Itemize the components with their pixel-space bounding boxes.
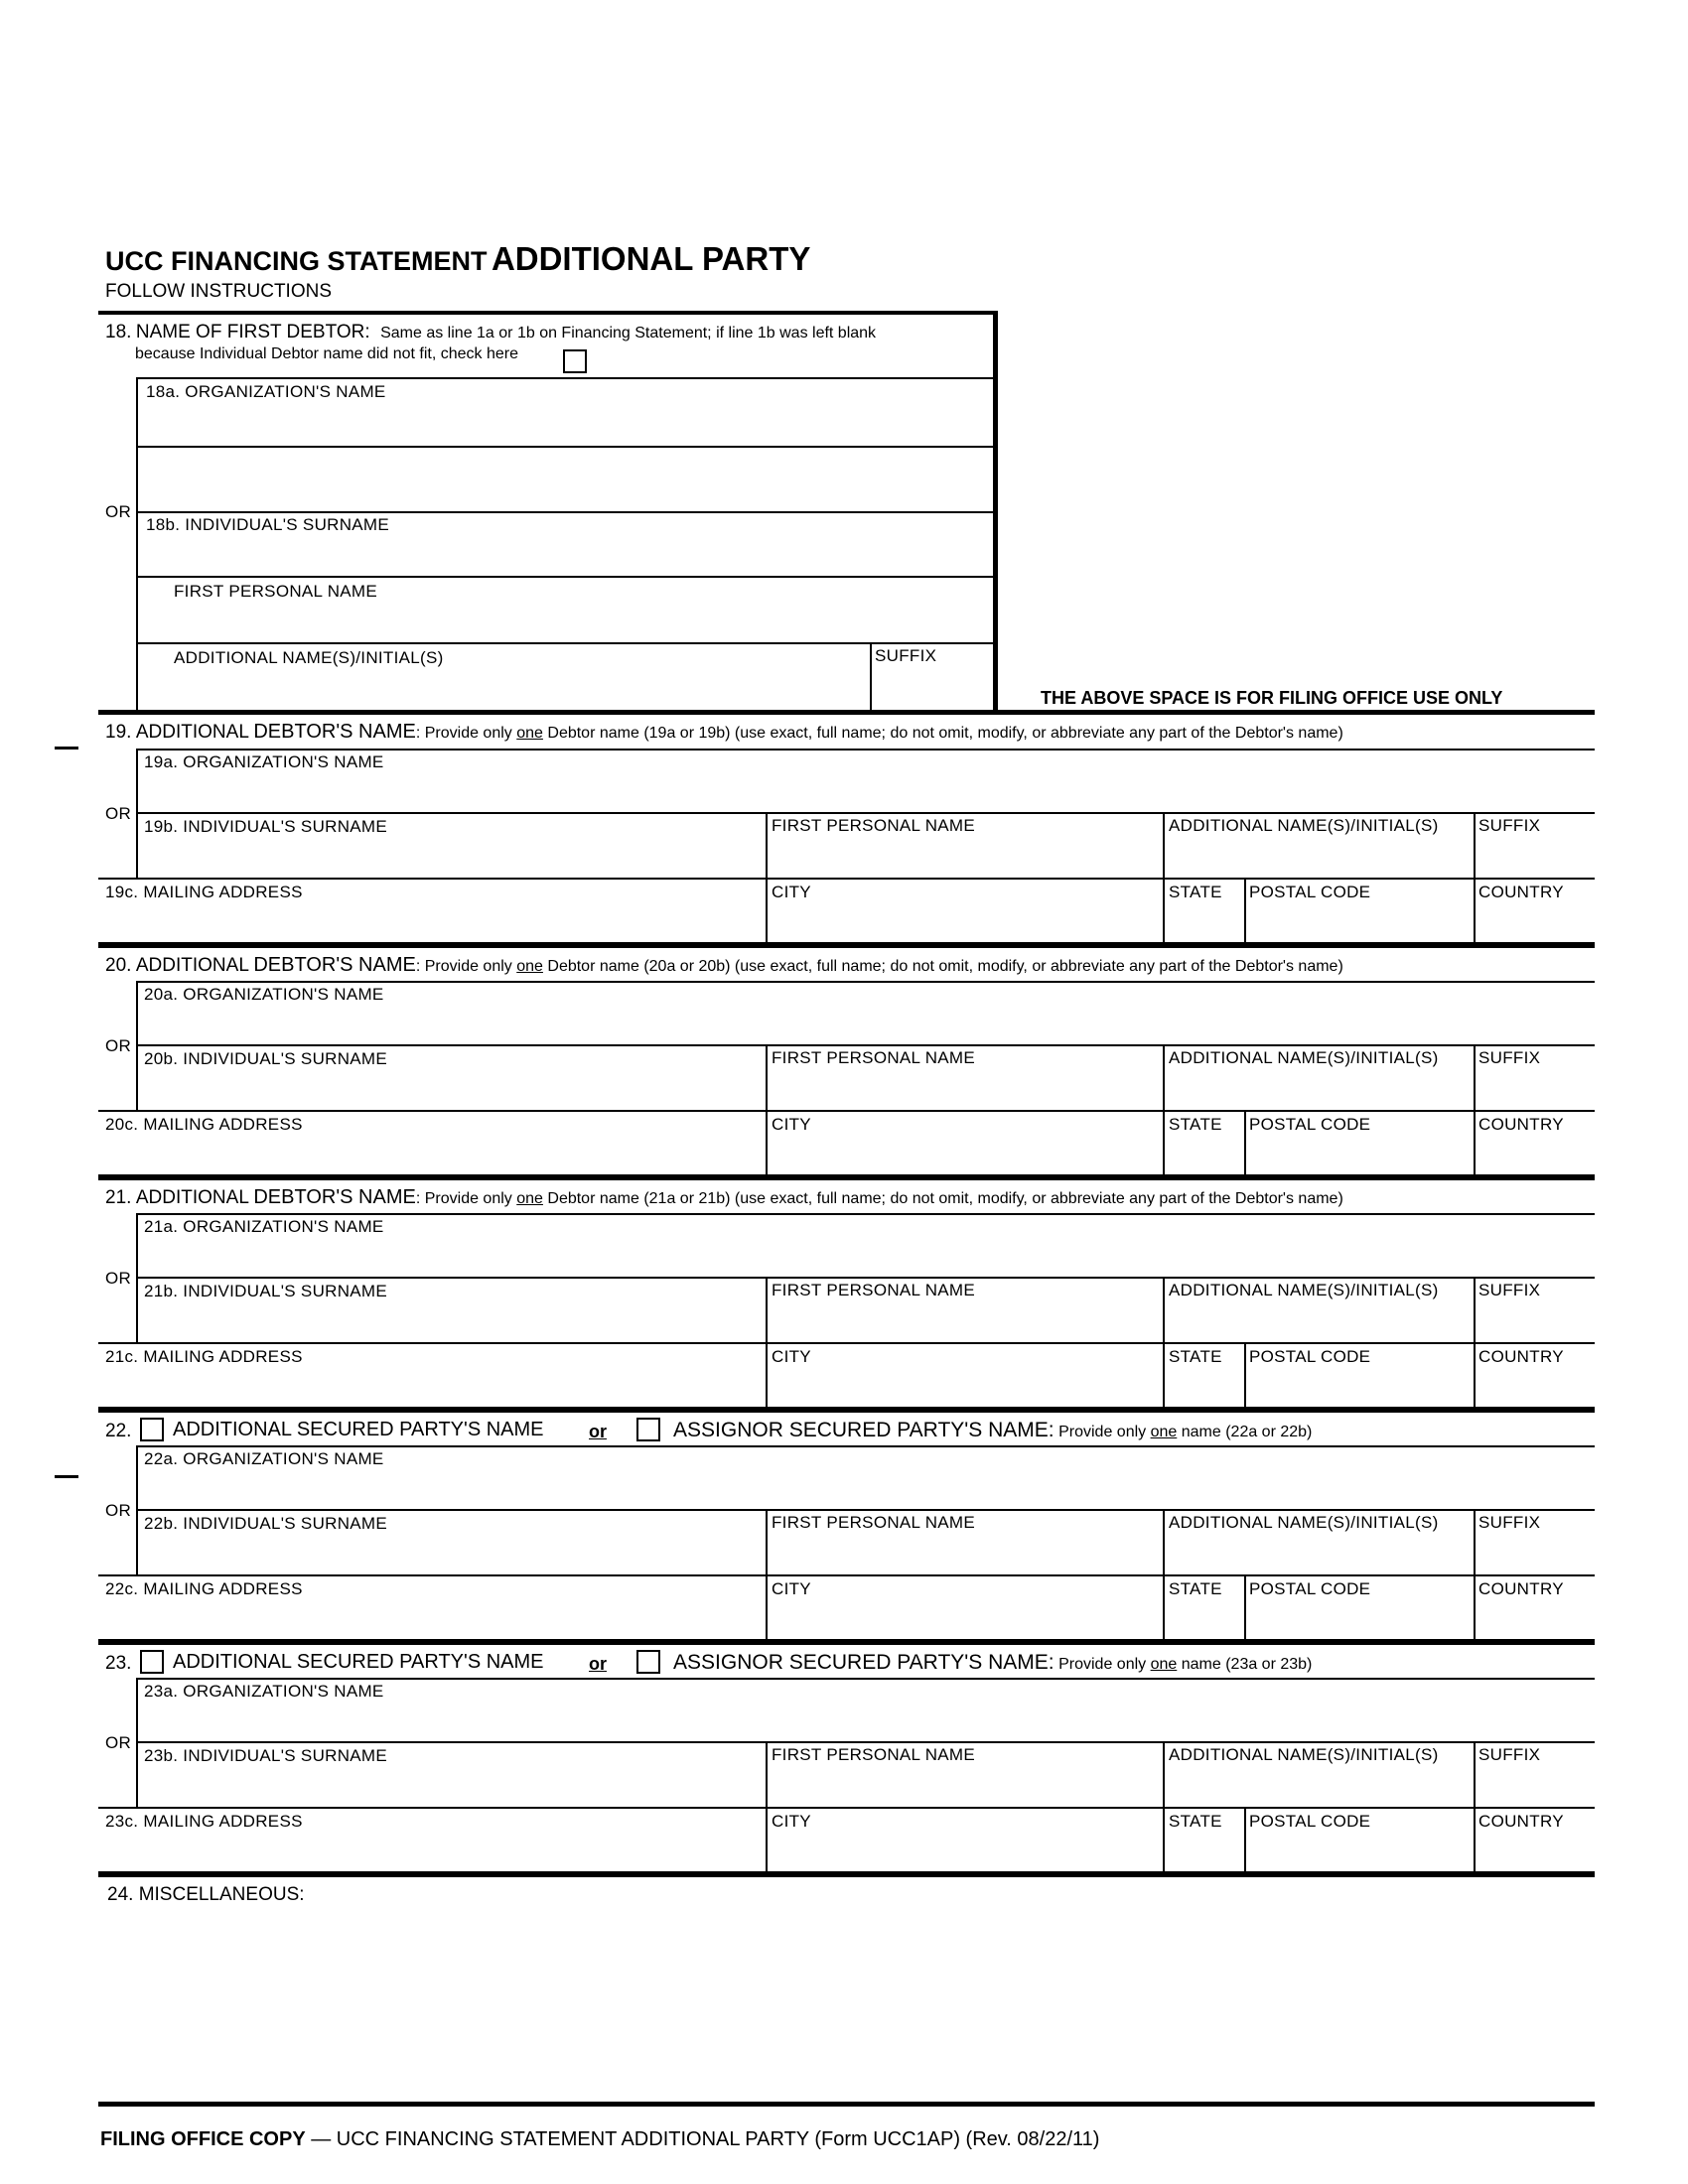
s22-line-c [98, 1574, 1595, 1576]
s18-left-border [136, 377, 138, 711]
s22-country-input[interactable] [1477, 1598, 1591, 1638]
s21-instr-one: one [516, 1190, 543, 1207]
s23-num: 23. [105, 1653, 132, 1674]
s21-heading [105, 1187, 1343, 1207]
s20a-label: 20a. ORGANIZATION'S NAME [144, 985, 384, 1004]
s23-instr-a: Provide only [1058, 1656, 1151, 1673]
s22-instr-b: name (22a or 22b) [1177, 1424, 1313, 1440]
s23-suffix-label: SUFFIX [1478, 1745, 1541, 1764]
s19-country-input[interactable] [1477, 901, 1591, 941]
s18-line-e [137, 642, 995, 644]
s21-top-rule [98, 1174, 1595, 1180]
s18-suffix-divider [870, 642, 872, 712]
s19-line-a [137, 749, 1595, 751]
s21-instr-b: Debtor name (21a or 21b) (use exact, full name; do not omit, modify, or abbreviate any part of the Debtor's name) [542, 1190, 1343, 1207]
follow-instructions: FOLLOW INSTRUCTIONS [105, 281, 333, 302]
s21-additional-label: ADDITIONAL NAME(S)/INITIAL(S) [1169, 1281, 1439, 1299]
s18-additional-input[interactable] [139, 669, 869, 709]
s20-additional-input[interactable] [1167, 1068, 1472, 1108]
s22-num: 22. [105, 1421, 132, 1441]
form-title-part1: UCC FINANCING STATEMENT [105, 246, 488, 276]
s23-assignor-checkbox[interactable] [636, 1650, 660, 1674]
s23-line-a [137, 1678, 1595, 1680]
s19-country-label: COUNTRY [1478, 883, 1564, 901]
s23-additional-secured-checkbox[interactable] [140, 1650, 164, 1674]
s20-postal-input[interactable] [1248, 1134, 1472, 1173]
s23a-org-name-input[interactable] [139, 1702, 1591, 1739]
s22-first-label: FIRST PERSONAL NAME [772, 1513, 976, 1532]
s18-or: OR [105, 502, 132, 521]
s23-instr-b: name (23a or 23b) [1177, 1656, 1313, 1673]
s23-additional-label: ADDITIONAL NAME(S)/INITIAL(S) [1169, 1745, 1439, 1764]
s20-line-b [137, 1044, 1595, 1046]
s21-city-input[interactable] [770, 1366, 1160, 1406]
s22c-label: 22c. MAILING ADDRESS [105, 1579, 303, 1598]
s22c-mailing-input[interactable] [103, 1598, 764, 1638]
s23-opt1: ADDITIONAL SECURED PARTY'S NAME [173, 1651, 544, 1673]
s19a-label: 19a. ORGANIZATION'S NAME [144, 752, 384, 771]
s23-line-c [98, 1807, 1595, 1809]
s22-city-label: CITY [772, 1579, 811, 1598]
s23c-mailing-input[interactable] [103, 1831, 764, 1870]
s22-or-label: OR [105, 1501, 132, 1520]
s22-first-name-input[interactable] [770, 1533, 1160, 1572]
s22-instr-a: Provide only [1058, 1424, 1151, 1440]
s20-num: 20. [105, 955, 132, 976]
s22-additional-input[interactable] [1167, 1533, 1472, 1572]
s20-div-postal [1244, 1110, 1246, 1174]
s21-postal-input[interactable] [1248, 1366, 1472, 1406]
s21-title-a: ADDITIONAL [135, 1187, 249, 1208]
s23-or: or [589, 1654, 607, 1674]
s23-state-input[interactable] [1167, 1831, 1242, 1870]
s20-instr-one: one [516, 958, 543, 975]
s21-state-input[interactable] [1167, 1366, 1242, 1406]
s18-top-border [98, 311, 998, 315]
s20b-label: 20b. INDIVIDUAL'S SURNAME [144, 1049, 388, 1068]
s23-additional-input[interactable] [1167, 1765, 1472, 1805]
s21-line-c [98, 1342, 1595, 1344]
s18-num: 18. [105, 322, 132, 342]
s20-additional-label: ADDITIONAL NAME(S)/INITIAL(S) [1169, 1048, 1439, 1067]
s19-suffix-input[interactable] [1477, 836, 1591, 876]
s22a-label: 22a. ORGANIZATION'S NAME [144, 1449, 384, 1468]
s21b-surname-input[interactable] [139, 1300, 764, 1340]
s20-suffix-input[interactable] [1477, 1068, 1591, 1108]
s21-suffix-label: SUFFIX [1478, 1281, 1541, 1299]
s22-div-postal [1244, 1574, 1246, 1639]
s21-postal-label: POSTAL CODE [1249, 1347, 1371, 1366]
s20-instr-b: Debtor name (20a or 20b) (use exact, full name; do not omit, modify, or abbreviate any part of the Debtor's name) [542, 958, 1343, 975]
s23-postal-label: POSTAL CODE [1249, 1812, 1371, 1831]
s23-country-input[interactable] [1477, 1831, 1591, 1870]
s22-city-input[interactable] [770, 1598, 1160, 1638]
s22-postal-label: POSTAL CODE [1249, 1579, 1371, 1598]
s19-additional-input[interactable] [1167, 836, 1472, 876]
s22-margin-mark [55, 1475, 78, 1478]
s20-line-c [98, 1110, 1595, 1112]
s22-line-a [137, 1445, 1595, 1447]
s20a-org-name-input[interactable] [139, 1005, 1591, 1042]
s18a-label: 18a. ORGANIZATION'S NAME [146, 382, 386, 401]
s19b-surname-input[interactable] [139, 836, 764, 876]
s20-suffix-label: SUFFIX [1478, 1048, 1541, 1067]
footer-rule [98, 2102, 1595, 2107]
s21c-label: 21c. MAILING ADDRESS [105, 1347, 303, 1366]
s19-or: OR [105, 804, 132, 823]
s23-first-label: FIRST PERSONAL NAME [772, 1745, 976, 1764]
s24-label: 24. MISCELLANEOUS: [107, 1884, 305, 1905]
s19c-mailing-input[interactable] [103, 901, 764, 941]
s18-instr1: Same as line 1a or 1b on Financing Statement; if line 1b was left blank [380, 325, 877, 341]
filing-office-notice: THE ABOVE SPACE IS FOR FILING OFFICE USE ONLY [1041, 688, 1503, 708]
s22-country-label: COUNTRY [1478, 1579, 1564, 1598]
s18-suffix-label: SUFFIX [875, 646, 937, 665]
footer-bold: FILING OFFICE COPY [100, 2128, 306, 2150]
s23b-surname-input[interactable] [139, 1765, 764, 1805]
s20-state-label: STATE [1169, 1115, 1222, 1134]
s21-div-postal [1244, 1342, 1246, 1407]
s22-additional-label: ADDITIONAL NAME(S)/INITIAL(S) [1169, 1513, 1439, 1532]
s18b-surname-input[interactable] [139, 536, 991, 574]
s22-postal-input[interactable] [1248, 1598, 1472, 1638]
s19-title-b: DEBTOR'S NAME [253, 721, 416, 743]
s23-city-input[interactable] [770, 1831, 1160, 1870]
s23-state-label: STATE [1169, 1812, 1222, 1831]
s23-div-postal [1244, 1807, 1246, 1871]
s19-top-rule [98, 710, 1595, 715]
s22-opt2: ASSIGNOR SECURED PARTY'S NAME: [673, 1419, 1055, 1441]
s23a-label: 23a. ORGANIZATION'S NAME [144, 1682, 384, 1701]
s21-or: OR [105, 1269, 132, 1288]
s22-assignor-checkbox[interactable] [636, 1418, 660, 1441]
s20-country-label: COUNTRY [1478, 1115, 1564, 1134]
s23-opt2-line [673, 1652, 1312, 1673]
s18-additional-label: ADDITIONAL NAME(S)/INITIAL(S) [174, 648, 444, 667]
s19-margin-mark [55, 747, 78, 750]
s19-num: 19. [105, 722, 132, 743]
s22-or: or [589, 1422, 607, 1441]
s20-first-name-input[interactable] [770, 1068, 1160, 1108]
s20-instr-a: : Provide only [415, 958, 517, 975]
s23-country-label: COUNTRY [1478, 1812, 1564, 1831]
footer-text [100, 2129, 1099, 2149]
s21-instr-a: : Provide only [415, 1190, 517, 1207]
s21-title-b: DEBTOR'S NAME [253, 1186, 416, 1208]
s20c-label: 20c. MAILING ADDRESS [105, 1115, 303, 1134]
s20b-surname-input[interactable] [139, 1068, 764, 1108]
s19-city-input[interactable] [770, 901, 1160, 941]
s19-heading [105, 722, 1343, 742]
s23-top-rule [98, 1639, 1595, 1645]
s19-additional-label: ADDITIONAL NAME(S)/INITIAL(S) [1169, 816, 1439, 835]
s23-city-label: CITY [772, 1812, 811, 1831]
s23-suffix-input[interactable] [1477, 1765, 1591, 1805]
s21-first-name-input[interactable] [770, 1300, 1160, 1340]
s21-line-a [137, 1213, 1595, 1215]
s22b-label: 22b. INDIVIDUAL'S SURNAME [144, 1514, 388, 1533]
s21-line-b [137, 1277, 1595, 1279]
s19-suffix-label: SUFFIX [1478, 816, 1541, 835]
s21-first-label: FIRST PERSONAL NAME [772, 1281, 976, 1299]
s20-postal-label: POSTAL CODE [1249, 1115, 1371, 1134]
s22-suffix-input[interactable] [1477, 1533, 1591, 1572]
s20-title-a: ADDITIONAL [135, 955, 249, 976]
s23-first-name-input[interactable] [770, 1765, 1160, 1805]
s18-line-b [137, 446, 995, 448]
s22-line-b [137, 1509, 1595, 1511]
s22-opt2-line [673, 1420, 1312, 1440]
s18-first-name-input[interactable] [139, 602, 991, 641]
s21-additional-input[interactable] [1167, 1300, 1472, 1340]
s19-line-b [137, 812, 1595, 814]
s18b-label: 18b. INDIVIDUAL'S SURNAME [146, 515, 390, 534]
s22-state-label: STATE [1169, 1579, 1222, 1598]
s18-same-checkbox[interactable] [563, 349, 587, 373]
s20-title-b: DEBTOR'S NAME [253, 954, 416, 976]
s19a-org-name-input[interactable] [139, 772, 1591, 810]
s22-instr-one: one [1150, 1424, 1178, 1440]
s18-first-label: FIRST PERSONAL NAME [174, 582, 378, 601]
s21-num: 21. [105, 1187, 132, 1208]
s20-city-input[interactable] [770, 1134, 1160, 1173]
s23-instr-one: one [1150, 1656, 1178, 1673]
s18-instr2: because Individual Debtor name did not fit, check here [135, 345, 519, 362]
s20-top-rule [98, 942, 1595, 948]
form-title-part2: ADDITIONAL PARTY [491, 240, 811, 277]
s20-heading [105, 955, 1343, 975]
s19-first-label: FIRST PERSONAL NAME [772, 816, 976, 835]
s21-state-label: STATE [1169, 1347, 1222, 1366]
s19-postal-label: POSTAL CODE [1249, 883, 1371, 901]
s22-suffix-label: SUFFIX [1478, 1513, 1541, 1532]
s19-line-c [98, 878, 1595, 880]
s19-instr-one: one [516, 725, 543, 742]
s23-line-b [137, 1741, 1595, 1743]
s19-city-label: CITY [772, 883, 811, 901]
s22b-surname-input[interactable] [139, 1533, 764, 1572]
s21-country-input[interactable] [1477, 1366, 1591, 1406]
s18-line-c [137, 511, 995, 513]
s18-suffix-input[interactable] [874, 669, 991, 709]
s20-state-input[interactable] [1167, 1134, 1242, 1173]
s20-line-a [137, 981, 1595, 983]
s21-city-label: CITY [772, 1347, 811, 1366]
s21a-label: 21a. ORGANIZATION'S NAME [144, 1217, 384, 1236]
s24-top-rule [98, 1871, 1595, 1877]
s18a-org-name-input[interactable] [139, 402, 991, 444]
s19-state-input[interactable] [1167, 901, 1242, 941]
s22-additional-secured-checkbox[interactable] [140, 1418, 164, 1441]
s19-title-a: ADDITIONAL [135, 722, 249, 743]
s19-first-name-input[interactable] [770, 836, 1160, 876]
form-title [105, 242, 810, 275]
s19-postal-input[interactable] [1248, 901, 1472, 941]
s19-instr-b: Debtor name (19a or 19b) (use exact, full name; do not omit, modify, or abbreviate any part of the Debtor's name) [542, 725, 1343, 742]
s18-title: NAME OF FIRST DEBTOR: [135, 322, 370, 342]
s21a-org-name-input[interactable] [139, 1237, 1591, 1275]
s19-div-postal [1244, 878, 1246, 942]
s19c-label: 19c. MAILING ADDRESS [105, 883, 303, 901]
s24-miscellaneous-input[interactable] [103, 1911, 1591, 2100]
s22a-org-name-input[interactable] [139, 1469, 1591, 1507]
s23-opt2: ASSIGNOR SECURED PARTY'S NAME: [673, 1651, 1055, 1674]
s18-heading [105, 323, 876, 341]
s21c-mailing-input[interactable] [103, 1366, 764, 1406]
s22-opt1: ADDITIONAL SECURED PARTY'S NAME [173, 1419, 544, 1440]
s18-line-a [137, 377, 995, 379]
s20-country-input[interactable] [1477, 1134, 1591, 1173]
s23b-label: 23b. INDIVIDUAL'S SURNAME [144, 1746, 388, 1765]
s21-suffix-input[interactable] [1477, 1300, 1591, 1340]
s20-city-label: CITY [772, 1115, 811, 1134]
s23c-label: 23c. MAILING ADDRESS [105, 1812, 303, 1831]
s20c-mailing-input[interactable] [103, 1134, 764, 1173]
footer-rest: — UCC FINANCING STATEMENT ADDITIONAL PARTY (Form UCC1AP) (Rev. 08/22/11) [305, 2128, 1100, 2150]
s19-instr-a: : Provide only [415, 725, 517, 742]
s20-or: OR [105, 1036, 132, 1055]
s23-or-label: OR [105, 1733, 132, 1752]
s21-country-label: COUNTRY [1478, 1347, 1564, 1366]
s20-first-label: FIRST PERSONAL NAME [772, 1048, 976, 1067]
s23-postal-input[interactable] [1248, 1831, 1472, 1870]
s21b-label: 21b. INDIVIDUAL'S SURNAME [144, 1282, 388, 1300]
s22-state-input[interactable] [1167, 1598, 1242, 1638]
s19-state-label: STATE [1169, 883, 1222, 901]
s19b-label: 19b. INDIVIDUAL'S SURNAME [144, 817, 388, 836]
s22-top-rule [98, 1407, 1595, 1413]
s18-line-d [137, 576, 995, 578]
